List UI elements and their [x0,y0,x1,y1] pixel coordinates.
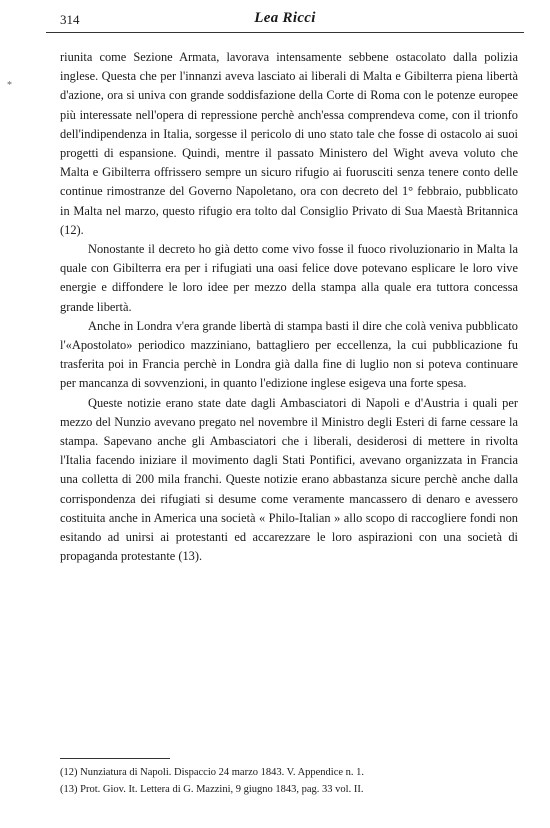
page-header [46,10,524,32]
footnote-13: (13) Prot. Giov. It. Lettera di G. Mazzini, 9 giugno 1843, pag. 33 vol. II. [60,784,364,795]
running-title: Lea Ricci [254,10,316,26]
footnotes [60,764,518,798]
paragraph-4: Queste notizie erano state date dagli Ambasciatori di Napoli e d'Austria i quali per mezzo del Nunzio avevano pregato nel novembre il Ministro degli Esteri di farne cessare la stampa. Sapevano anche gli Ambasciatori che i liberali, desiderosi di mettere in rivolta l'Italia facendo iniziare il movimento dagli Stati Pontifici, avevano organizzata in Francia una colletta di 200 mila franchi. Queste notizie erano abbastanza sicure perchè anche dalla corrispondenza dei rifugiati si desume come veramente mancassero di denaro e avessero costituita anche in America una società « Philo-Italian » allo scopo di raccogliere fondi non esitando ad unirsi ai protestanti ed accarezzare le loro aspirazioni con una società di propaganda protestante (13). [60,395,518,564]
page-number: 314 [60,12,80,27]
footnote-12: (12) Nunziatura di Napoli. Dispaccio 24 marzo 1843. V. Appendice n. 1. [60,767,365,778]
footnote-rule [60,758,170,759]
body-text [60,48,518,566]
paragraph-3: Anche in Londra v'era grande libertà di stampa basti il dire che colà veniva pubblicato l'«Apostolato» periodico mazziniano, battagliero per eccellenza, la cui pubblicazione fu trasferita poi in Francia perchè in Londra già dalla fine di luglio non si poteva continuare per mancanza di sovvenzioni, in quanto l'edizione inglese esigeva una forte spesa. [60,318,518,391]
paragraph-2: Nonostante il decreto ho già detto come vivo fosse il fuoco rivoluzionario in Malta la quale con Gibilterra era per i rifugiati una oasi felice dove potevano esplicare le loro vive energie e diffondere le loro idee per mezzo della stampa alla quale era tuttora concessa grande libertà. [60,242,518,314]
header-rule [46,32,524,33]
paragraph-1: riunita come Sezione Armata, lavorava intensamente sebbene ostacolato dalla polizia inglese. Questa che per l'innanzi aveva lasciato ai liberali di Malta e Gibilterra piena libertà d'azione, ora si univa con grande soddisfazione della Corte di Roma con le potenze europee più interessate nell'opera di repressione perchè anch'essa comprendeva come, con il trionfo dell'indipendenza in Italia, sorgesse il pericolo di uno stato tale che fosse di ostacolo ai suoi progetti di espansione. Quindi, mentre il passato Ministero del Wight aveva voluto che Malta e Gibilterra offrissero sempre un sicuro rifugio ai fuorusciti senza tenere conto delle continue rimostranze del Governo Napoletano, ora con decreto del 1° febbraio, pubblicato in Malta nel marzo, questo rifugio era tolto dal Consiglio Privato di Sua Maestà Britannica (12). [60,50,518,237]
margin-mark: * [7,80,12,91]
